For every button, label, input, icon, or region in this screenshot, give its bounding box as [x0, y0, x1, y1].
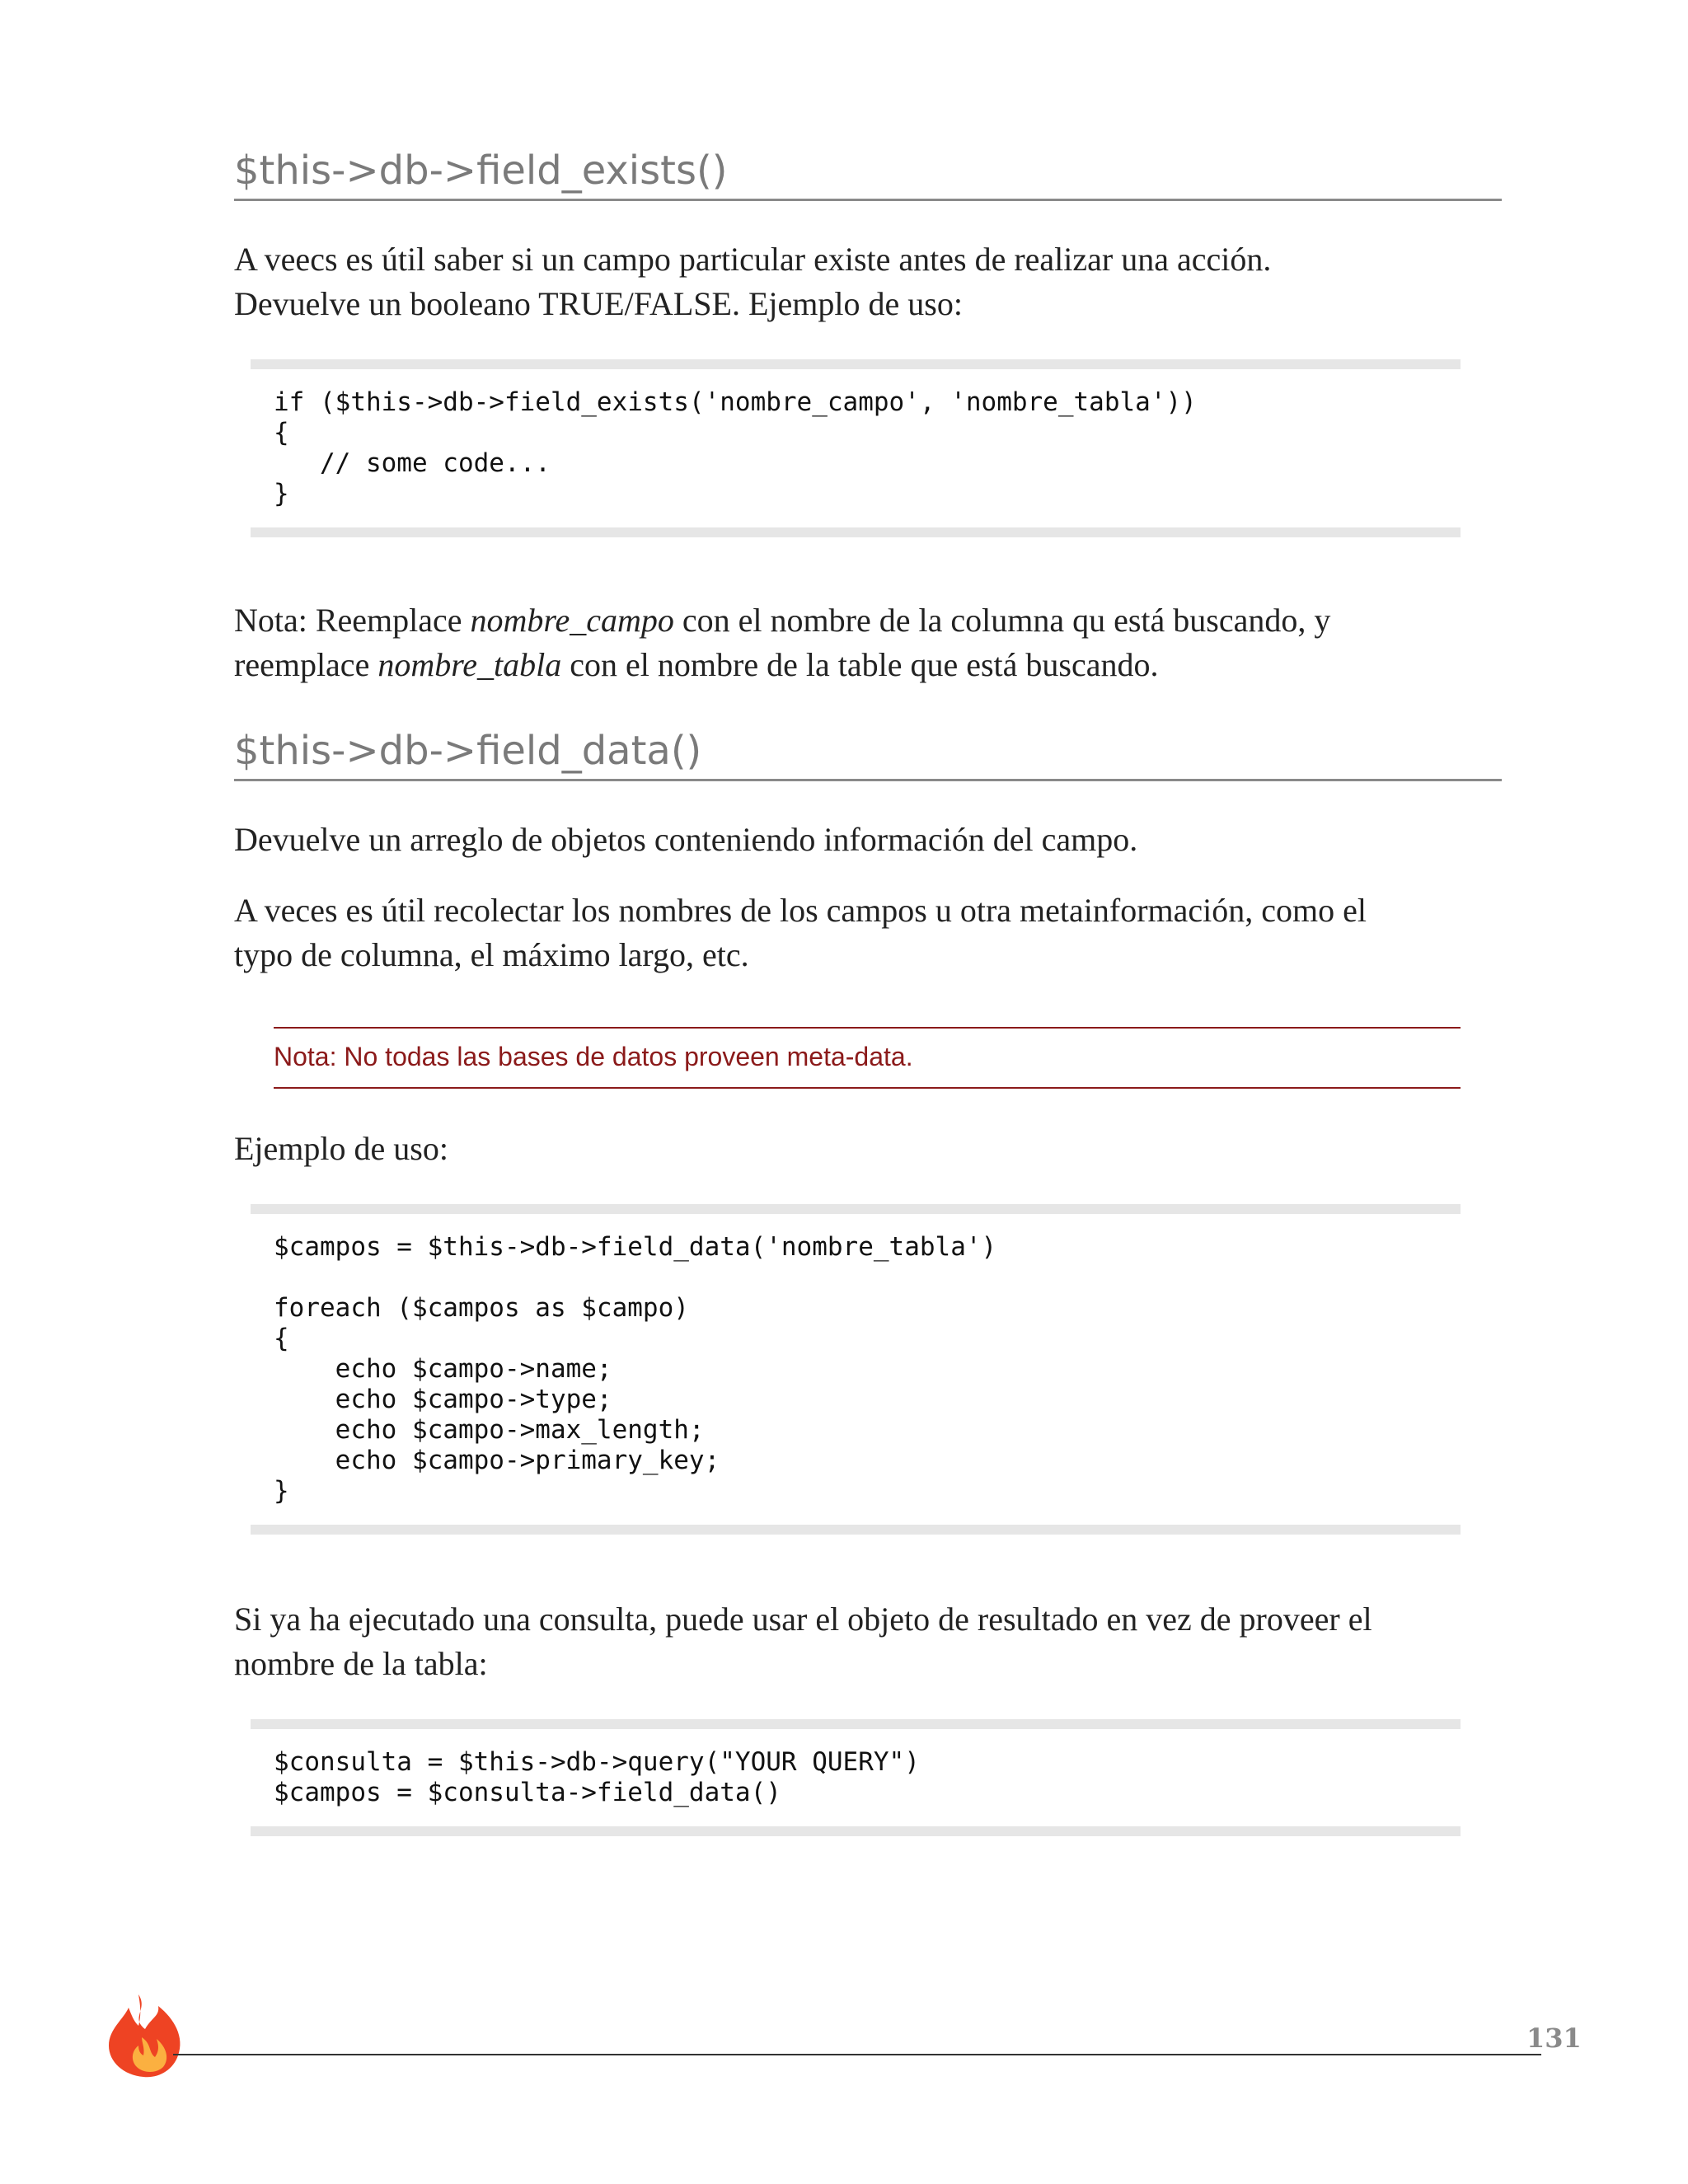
note-emphasis-table: nombre_tabla [377, 646, 562, 684]
field-exists-intro-line-1: A veecs es útil saber si un campo particular existe antes de realizar una acción. [234, 241, 1272, 279]
field-data-para-1: Devuelve un arreglo de objetos conteniendo información del campo. [234, 821, 1138, 859]
code-line [274, 1263, 1437, 1293]
code-line: } [274, 479, 289, 509]
code-line: } [274, 1476, 289, 1507]
field-data-para-3-line-2: nombre de la tabla: [234, 1645, 488, 1683]
code-line: echo $campo->primary_key; [274, 1446, 720, 1476]
note-text: con el nombre de la table que está buscando. [561, 646, 1159, 684]
code-line: // some code... [274, 448, 551, 479]
code-line: $consulta = $this->db->query("YOUR QUERY") [274, 1747, 920, 1778]
field-exists-note-line-2 [234, 643, 1502, 687]
code-line: $campos = $this->db->field_data('nombre_tabla') [274, 1232, 997, 1263]
page-content [234, 148, 1502, 1836]
section-title-field-exists: $this->db->field_exists() [234, 148, 1502, 201]
field-data-para-2-line-1: A veces es útil recolectar los nombres de los campos u otra metainformación, como el [234, 892, 1367, 930]
field-exists-note-line-1 [234, 598, 1502, 643]
code-line: { [274, 1324, 289, 1354]
code-block-field-exists [251, 359, 1461, 537]
example-label: Ejemplo de uso: [234, 1130, 448, 1168]
code-line: foreach ($campos as $campo) [274, 1293, 689, 1324]
note-box [274, 1027, 1461, 1089]
code-line: echo $campo->type; [274, 1385, 612, 1415]
section-title-field-data: $this->db->field_data() [234, 729, 1502, 781]
code-block-query-result [251, 1719, 1461, 1836]
note-box-text: Nota: No todas las bases de datos proveen meta-data. [274, 1042, 913, 1072]
code-line: echo $campo->name; [274, 1354, 612, 1385]
field-data-para-3-line-1: Si ya ha ejecutado una consulta, puede usar el objeto de resultado en vez de proveer el [234, 1601, 1372, 1638]
field-exists-intro-line-2: Devuelve un booleano TRUE/FALSE. Ejemplo de uso: [234, 285, 963, 323]
note-text: reemplace [234, 646, 378, 684]
note-text: con el nombre de la columna qu está buscando, y [673, 602, 1331, 640]
footer-divider [173, 2054, 1541, 2055]
field-data-para-2-line-2: typo de columna, el máximo largo, etc. [234, 936, 749, 974]
code-line: $campos = $consulta->field_data() [274, 1778, 781, 1808]
note-text: Nota: Reemplace [234, 602, 471, 640]
code-line: echo $campo->max_length; [274, 1415, 705, 1446]
code-line: if ($this->db->field_exists('nombre_campo', 'nombre_tabla')) [274, 387, 1197, 418]
page-number: 131 [1526, 2022, 1582, 2054]
note-emphasis-field: nombre_campo [470, 602, 674, 640]
codeigniter-flame-icon [106, 1993, 185, 2079]
code-line: { [274, 418, 289, 448]
code-block-field-data [251, 1204, 1461, 1535]
